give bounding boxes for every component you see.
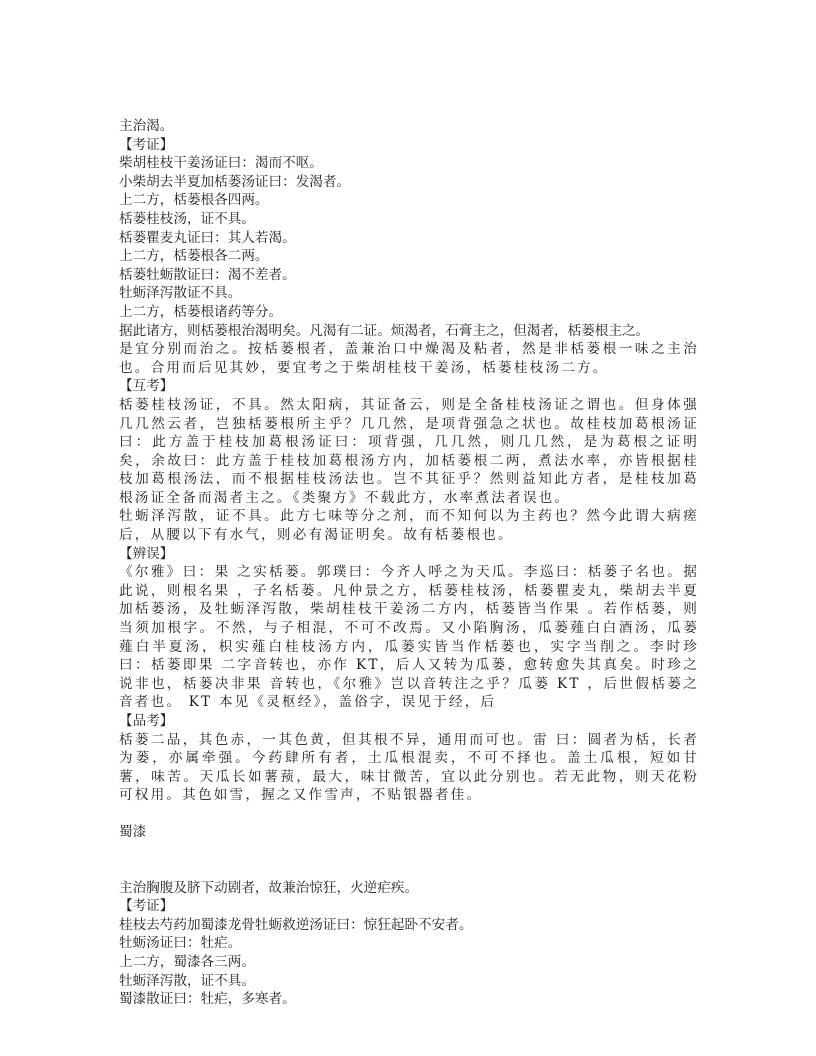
section1-pinkao-heading: 【品考】 — [119, 713, 174, 729]
section1-bianwu-heading: 【辨误】 — [119, 545, 174, 562]
text-line: 桂枝去芍药加蜀漆龙骨牡蛎救逆汤证曰：惊狂起卧不安者。 — [119, 916, 473, 933]
pinkao-paragraph: 栝蒌二品，其色赤，一其色黄，但其根不异，通用而可也。雷 曰：圆者为栝，长者为蒌，亦属牵强。今药肆所有者，土瓜根混卖，不可不择也。盖土瓜根，短如甘薯，味苦。天瓜长如薯蓣，最大，味甘微苦，宜以此分别也。若无此物，则天花粉可权用。其色如雪，握之又作雪声，不贴银器者佳。 — [119, 731, 699, 804]
spacer — [119, 842, 699, 879]
text-line: 牡蛎汤证曰：牡疟。 — [119, 935, 242, 952]
kaozheng-paragraph: 是宜分别而治之。按栝蒌根者，盖兼治口中燥渴及粘者，然是非栝蒌根一味之主治也。合用而后见其妙，要宜考之于柴胡桂枝干姜汤，栝蒌桂枝汤二方。 — [119, 341, 699, 376]
text-line: 栝蒌瞿麦丸证曰：其人若渴。 — [119, 229, 296, 246]
text-line: 据此诸方，则栝蒌根治渴明矣。凡渴有二证。烦渴者，石膏主之，但渴者，栝蒌根主之。 — [119, 322, 650, 339]
text-line: 上二方，栝蒌根诸药等分。 — [119, 303, 283, 320]
text-line: 牡蛎泽泻散证不具。 — [119, 285, 242, 302]
section2-title: 蜀漆 — [119, 823, 147, 840]
section1-intro: 主治渴。 — [119, 118, 174, 134]
text-line: 小柴胡去半夏加栝蒌汤证曰：发渴者。 — [119, 173, 351, 190]
text-line: 栝蒌牡蛎散证曰：渴不差者。 — [119, 266, 296, 283]
document-page — [119, 117, 699, 1009]
section2-intro: 主治胸腹及脐下动剧者，故兼治惊狂，火逆疟疾。 — [119, 879, 419, 896]
text-line: 上二方，栝蒌根各四两。 — [119, 192, 269, 209]
section1-hukao-heading: 【互考】 — [119, 378, 174, 395]
text-line: 柴胡桂枝干姜汤证曰：渴而不呕。 — [119, 155, 323, 172]
section2-kaozheng-heading: 【考证】 — [119, 898, 174, 915]
section1-kaozheng-heading: 【考证】 — [119, 136, 174, 153]
text-line: 上二方，蜀漆各三两。 — [119, 953, 255, 970]
text-line: 蜀漆散证曰：牡疟，多寒者。 — [119, 991, 296, 1008]
bianwu-paragraph: 《尔雅》曰：果 之实栝蒌。郭璞曰：今齐人呼之为天瓜。李巡曰：栝蒌子名也。据此说，则根名果 ，子名栝蒌。凡仲景之方，栝蒌桂枝汤，栝蒌瞿麦丸，柴胡去半夏加栝蒌汤，及牡蛎泽泻散，柴胡桂枝干姜汤二方内，栝蒌皆当作果 。若作栝蒌，则当须加根字。不然，与子相混，不可不改焉。又小陷胸汤，瓜蒌薤白白酒汤，瓜蒌薤白半夏汤，枳实薤白桂枝汤方内，瓜蒌实皆当作栝蒌也，实字当削之。李时珍曰：栝蒌即果 二字音转也，亦作 KT，后人又转为瓜蒌，愈转愈失其真矣。时珍之说非也，栝蒌决非果 音转也，《尔雅》岂以音转注之乎？瓜蒌 KT ，后世假栝蒌之音者也。 KT 本见《灵枢经》，盖俗字，误见于经，后 — [119, 564, 699, 711]
text-line: 栝蒌桂枝汤，证不具。 — [119, 210, 255, 227]
hukao-paragraph-2: 牡蛎泽泻散，证不具。此方七味等分之剂，而不知何以为主药也？然今此谓大病瘥后，从腰以下有水气，则必有渴证明矣。故有栝蒌根也。 — [119, 508, 699, 544]
spacer — [119, 805, 699, 823]
text-line: 牡蛎泽泻散，证不具。 — [119, 972, 255, 989]
hukao-paragraph-1: 栝蒌桂枝汤证，不具。然太阳病，其证备云，则是全备桂枝汤证之谓也。但身体强几几然云者，岂独栝蒌根所主乎？几几然，是项背强急之状也。故桂枝加葛根汤证曰：此方盖于桂枝加葛根汤证曰：项背强，几几然，则几几然，是为葛根之证明矣，余故曰：此方盖于桂枝加葛根汤方内，加栝蒌根二两，煮法水率，亦皆根据桂枝加葛根汤法，而不根据桂枝汤法也。岂不其征乎？然则益知此方者，是桂枝加葛根汤证全备而渴者主之。《类聚方》不载此方，水率煮法者误也。 — [119, 396, 699, 506]
text-line: 上二方，栝蒌根各二两。 — [119, 248, 269, 265]
